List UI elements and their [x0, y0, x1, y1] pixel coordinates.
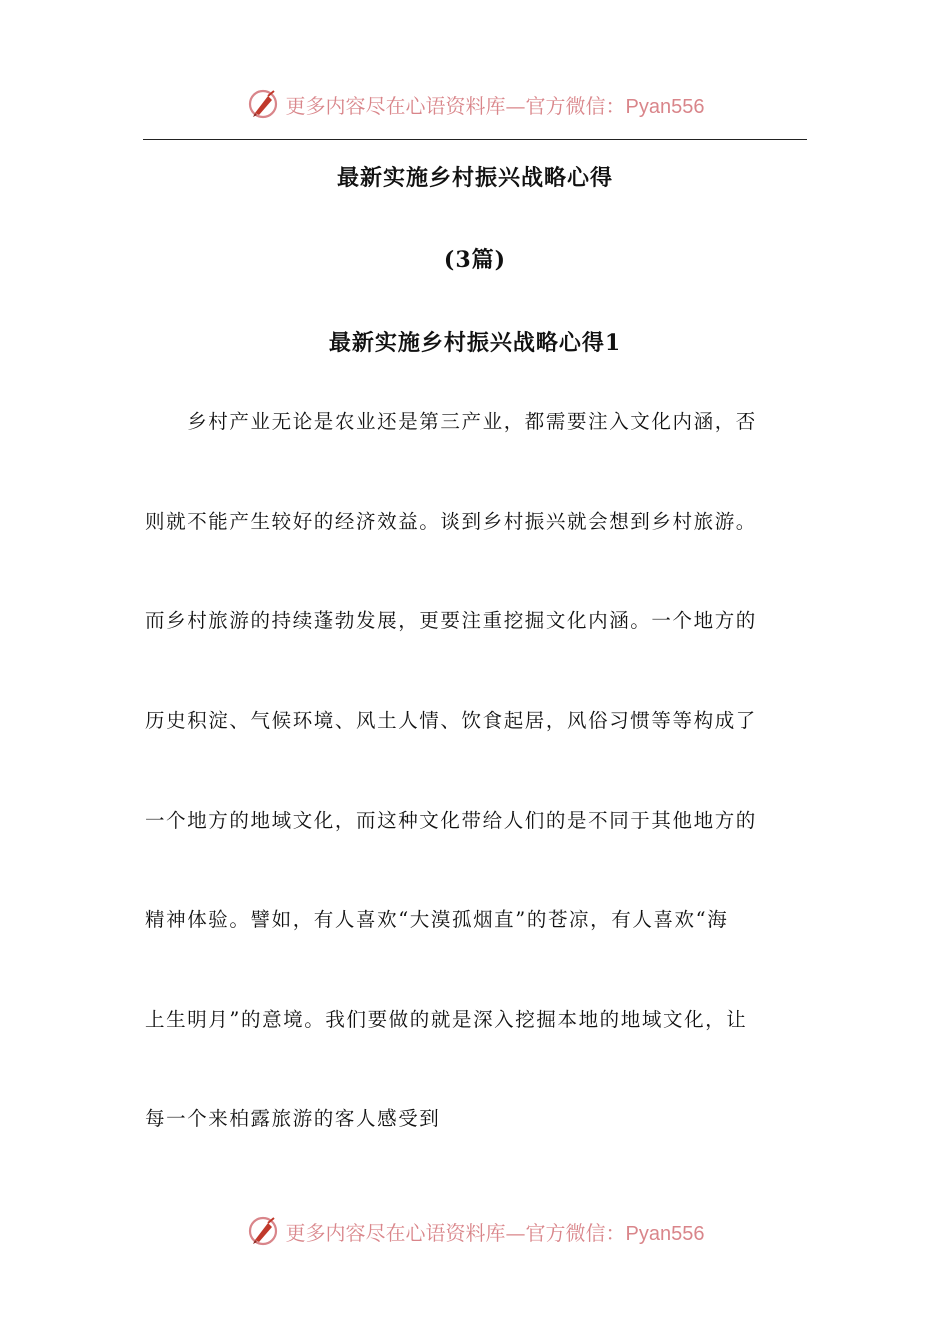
brand-text: 更多内容尽在心语资料库—官方微信：Pyan556: [285, 1220, 705, 1245]
body-line: 乡村产业无论是农业还是第三产业，都需要注入文化内涵，否: [145, 410, 757, 433]
pen-nib-logo-icon: [246, 87, 280, 121]
footer-watermark: [0, 1211, 950, 1251]
body-line: 一个地方的地域文化，而这种文化带给人们的是不同于其他地方的: [145, 809, 757, 832]
header-divider: [143, 139, 807, 140]
section-title: 最新实施乡村振兴战略心得1: [328, 330, 622, 356]
body-line: 历史积淀、气候环境、风土人情、饮食起居，风俗习惯等等构成了: [145, 709, 757, 732]
pen-nib-logo-icon: [246, 1214, 280, 1248]
brand-handle: Pyan556: [625, 1222, 705, 1245]
document-title: 最新实施乡村振兴战略心得: [336, 165, 613, 191]
header-watermark: [0, 84, 950, 124]
body-line: 而乡村旅游的持续蓬勃发展，更要注重挖掘文化内涵。一个地方的: [145, 609, 757, 632]
body-line: 上生明月”的意境。我们要做的就是深入挖掘本地的地域文化，让: [145, 1008, 748, 1031]
document-count: (3篇): [443, 247, 507, 273]
brand-handle: Pyan556: [625, 95, 705, 118]
brand-text: 更多内容尽在心语资料库—官方微信：Pyan556: [285, 93, 705, 118]
body-line: 每一个来柏露旅游的客人感受到: [145, 1107, 441, 1130]
body-line: 则就不能产生较好的经济效益。谈到乡村振兴就会想到乡村旅游。: [145, 510, 757, 533]
body-line: 精神体验。譬如，有人喜欢“大漠孤烟直”的苍凉，有人喜欢“海: [145, 908, 729, 931]
